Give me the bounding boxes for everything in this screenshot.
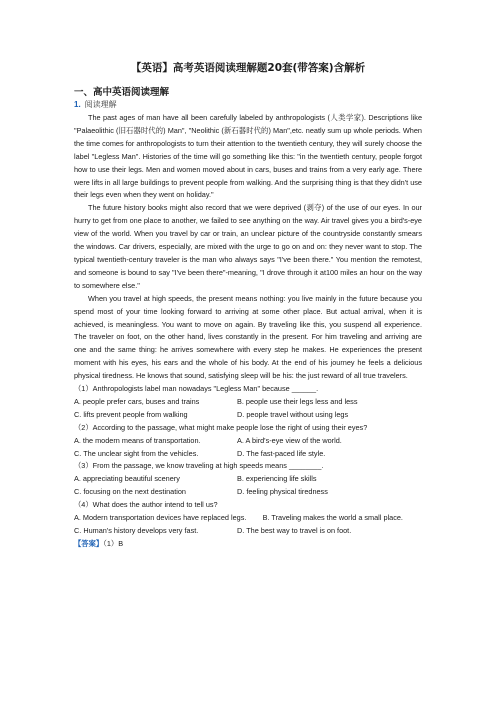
option-row bbox=[74, 409, 422, 422]
option: A. A bird's-eye view of the world. bbox=[237, 435, 342, 445]
option: C. lifts prevent people from walking bbox=[74, 409, 188, 419]
option: B. people use their legs less and less bbox=[237, 396, 358, 406]
reading-body bbox=[74, 112, 422, 551]
passage-paragraph: The future history books might also record that we were deprived (剥夺) of the use of our eyes. In our hurry to get from one place to another, we failed to see anything on the way. Air travel gives you a bird's-eye view of the world. When you travel by car or train, an unclear picture of the countryside constantly smears the windows. Car drivers, especially, are mixed with the urge to go on and on: they never want to stop. The typical twentieth-century traveler is the man who always says "I've been there." You mention the remotest, and someone is bound to say "I've been there"-meaning, "I drove through it at100 miles an hour on the way to somewhere else." bbox=[74, 203, 422, 290]
option-row bbox=[74, 448, 422, 461]
question-stem: （3）From the passage, we know traveling at high speeds means ________. bbox=[74, 461, 324, 471]
option-row bbox=[74, 396, 422, 409]
option: D. The fast-paced life style. bbox=[237, 448, 326, 458]
section-heading: 一、高中英语阅读理解 bbox=[74, 87, 170, 98]
option: B. experiencing life skills bbox=[237, 474, 317, 484]
option-line: A. Modern transportation devices have replaced legs. B. Traveling makes the world a small place. bbox=[74, 513, 403, 523]
option: C. Human's history develops very fast. bbox=[74, 526, 199, 535]
item-heading bbox=[74, 99, 117, 110]
question-stem: （1）Anthropologists label man nowadays "Legless Man" because ______. bbox=[74, 384, 319, 394]
option-row bbox=[74, 435, 422, 448]
answer-line bbox=[74, 538, 422, 551]
item-label: 阅读理解 bbox=[84, 100, 117, 109]
option: C. The unclear sight from the vehicles. bbox=[74, 448, 199, 458]
passage-paragraph: When you travel at high speeds, the present means nothing: you live mainly in the future because you spend most of your time looking forward to arriving at some other place. But actual arrival, when it is achieved, is meaningless. You want to move on again. By traveling like this, you suspend all experience. The traveler on foot, on the other hand, lives constantly in the present. For him traveling and arriving are one and the same thing: he arrives somewhere with every step he makes. He experiences the present moment with his eyes, his ears and the whole of his body. At the end of his journey he feels a delicious physical tiredness. He knows that sound, satisfying sleep will be his: the just reward of all true travelers. bbox=[74, 293, 422, 381]
question-stem: （4）What does the author intend to tell us? bbox=[74, 500, 218, 510]
answer-text: （1）B bbox=[103, 538, 124, 548]
question-stem: （2）According to the passage, what might make people lose the right of using their eyes? bbox=[74, 422, 368, 432]
option: C. focusing on the next destination bbox=[74, 487, 186, 497]
option-row bbox=[74, 473, 422, 486]
option: A. appreciating beautiful scenery bbox=[74, 474, 180, 484]
answer-tag: 【答案】 bbox=[74, 538, 104, 548]
option-row bbox=[74, 525, 422, 538]
option: D. The best way to travel is on foot. bbox=[237, 526, 352, 535]
passage-paragraph: The past ages of man have all been carefully labeled by anthropologists (人类学家). Descriptions like "Palaeolithic (旧石器时代的) Man", "Neolithic (新石器时代的) Man",etc. neatly sum up whole periods. When the time comes for anthropologists to turn their attention to the twentieth century, they will surely choose the label "Legless Man". Histories of the time will go something like this: "in the twentieth century, people forgot how to use their legs. Men and women moved about in cars, buses and trains from a very early age. There were lifts in all large buildings to prevent people from walking. And the surprising thing is that they didn't use their legs even when they went on holiday." bbox=[74, 113, 422, 200]
option: A. people prefer cars, buses and trains bbox=[74, 396, 200, 406]
item-number: 1. bbox=[74, 100, 81, 109]
option: D. people travel without using legs bbox=[237, 409, 349, 419]
option-row bbox=[74, 486, 422, 499]
option: A. the modern means of transportation. bbox=[74, 435, 201, 445]
option: D. feeling physical tiredness bbox=[237, 487, 328, 497]
document-title: 【英语】高考英语阅读理解题20套(带答案)含解析 bbox=[130, 62, 366, 74]
